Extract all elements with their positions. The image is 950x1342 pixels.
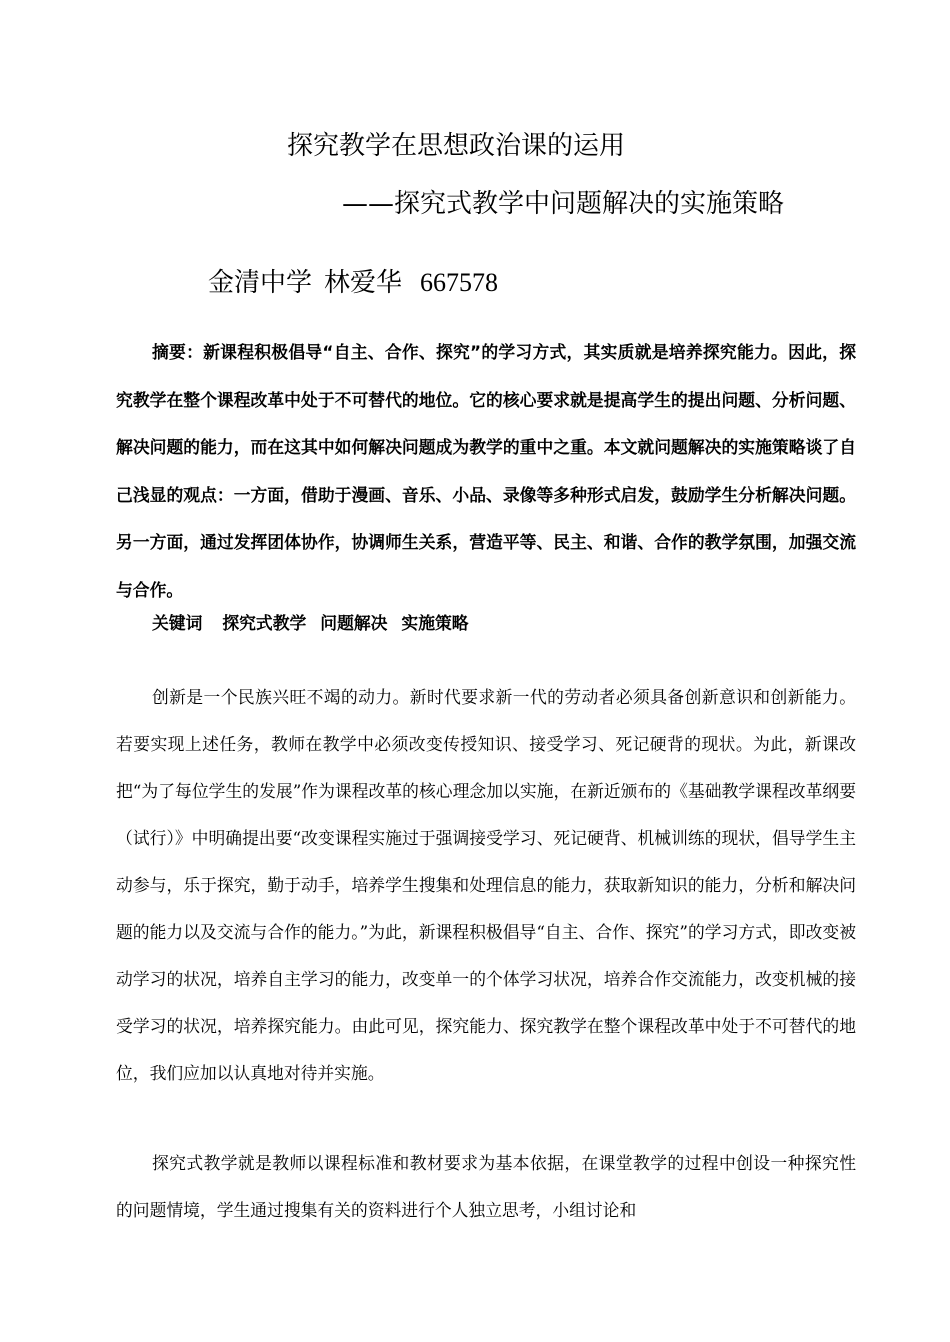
author-school: 金清中学 [208,268,313,298]
keyword-item: 问题解决 [320,613,388,633]
keyword-item: 探究式教学 [222,613,307,633]
author-line [208,265,498,301]
author-id: 667578 [420,268,499,297]
keywords-line [152,607,469,639]
document-title: 探究教学在思想政治课的运用 [287,131,626,161]
author-name: 林爱华 [324,268,403,298]
body-paragraph: 探究式教学就是教师以课程标准和教材要求为基本依据，在课堂教学的过程中创设一种探究性的问题情境，学生通过搜集有关的资料进行个人独立思考，小组讨论和 [116,1153,856,1220]
keywords-label: 关键词 [152,613,203,633]
body-paragraph: 创新是一个民族兴旺不竭的动力。新时代要求新一代的劳动者必须具备创新意识和创新能力。若要实现上述任务，教师在教学中必须改变传授知识、接受学习、死记硬背的现状。为此，新课改把“为了每位学生的发展”作为课程改革的核心理念加以实施，在新近颁布的《基础教学课程改革纲要（试行）》中明确提出要“改变课程实施过于强调接受学习、死记硬背、机械训练的现状，倡导学生主动参与，乐于探究，勤于动手，培养学生搜集和处理信息的能力，获取新知识的能力，分析和解决问题的能力以及交流与合作的能力。”为此，新课程积极倡导“自主、合作、探究”的学习方式，即改变被动学习的状况，培养自主学习的能力，改变单一的个体学习状况，培养合作交流能力，改变机械的接受学习的状况，培养探究能力。由此可见，探究能力、探究教学在整个课程改革中处于不可替代的地位，我们应加以认真地对待并实施。 [116,687,856,1083]
abstract: 摘要：新课程积极倡导“自主、合作、探究”的学习方式，其实质就是培养探究能力。因此，探究教学在整个课程改革中处于不可替代的地位。它的核心要求就是提高学生的提出问题、分析问题、解决问题的能力，而在这其中如何解决问题成为教学的重中之重。本文就问题解决的实施策略谈了自己浅显的观点：一方面，借助于漫画、音乐、小品、录像等多种形式启发，鼓励学生分析解决问题。另一方面，通过发挥团体协作，协调师生关系，营造平等、民主、和谐、合作的教学氛围，加强交流与合作。 [116,342,856,600]
keyword-item: 实施策略 [401,613,469,633]
document-subtitle: ——探究式教学中问题解决的实施策略 [342,189,785,219]
